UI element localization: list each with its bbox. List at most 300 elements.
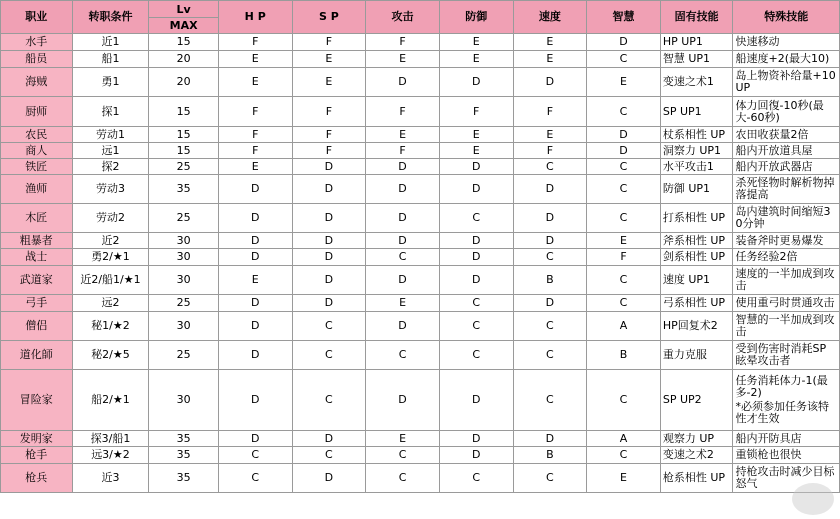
table-row xyxy=(1,51,840,68)
defense-cell-text: D xyxy=(471,273,481,286)
inherent-skill-cell-text: 洞察力 UP1 xyxy=(662,143,722,157)
special-skill-cell-text: 船内开防具店 xyxy=(735,431,802,445)
condition-cell-text: 勇2/★1 xyxy=(91,250,130,263)
lv-max-cell xyxy=(149,68,219,97)
sp-cell-text: E xyxy=(325,52,333,65)
inherent-skill-cell-text: 变速之术2 xyxy=(662,448,714,461)
sp-cell-text: C xyxy=(325,448,333,461)
table-row xyxy=(1,266,840,295)
condition-cell xyxy=(72,464,149,493)
special-skill-cell xyxy=(733,204,840,233)
attack-cell-text: D xyxy=(398,75,407,88)
condition-cell xyxy=(72,233,149,249)
defense-cell xyxy=(439,143,513,159)
wisdom-cell-text: D xyxy=(619,127,628,141)
defense-cell-text: D xyxy=(471,75,481,88)
hp-cell xyxy=(218,370,292,431)
job-cell-text: 枪手 xyxy=(25,448,48,461)
lv-max-cell xyxy=(149,233,219,249)
wisdom-cell xyxy=(587,159,661,175)
wisdom-cell-text: D xyxy=(619,35,628,48)
defense-cell-text: C xyxy=(472,211,481,224)
defense-cell xyxy=(439,431,513,447)
speed-cell xyxy=(513,431,587,447)
job-cell-text: 粗暴者 xyxy=(19,233,53,247)
header-defense: 防御 xyxy=(439,1,513,34)
attack-cell xyxy=(366,341,440,370)
special-skill-cell xyxy=(733,68,840,97)
attack-cell xyxy=(366,370,440,431)
special-skill-cell-text: 重锁枪也很快 xyxy=(735,448,802,461)
wisdom-cell-text: A xyxy=(619,431,628,445)
attack-cell xyxy=(366,266,440,295)
attack-cell xyxy=(366,249,440,266)
inherent-skill-cell-text: HP UP1 xyxy=(662,35,703,48)
special-skill-cell xyxy=(733,312,840,341)
defense-cell xyxy=(439,127,513,143)
attack-cell xyxy=(366,51,440,68)
attack-cell xyxy=(366,204,440,233)
job-cell xyxy=(1,431,73,447)
inherent-skill-cell-text: 打系相性 UP xyxy=(662,211,726,224)
sp-cell-text: D xyxy=(324,250,334,263)
hp-cell-text: D xyxy=(250,393,260,406)
wisdom-cell xyxy=(587,233,661,249)
condition-cell-text: 近3 xyxy=(101,471,120,484)
condition-cell xyxy=(72,143,149,159)
attack-cell-text: F xyxy=(399,104,406,118)
wisdom-cell-text: C xyxy=(619,273,628,286)
sp-cell-text: C xyxy=(325,348,333,361)
lv-max-cell-text: 30 xyxy=(176,233,191,247)
sp-cell-text: C xyxy=(325,393,333,406)
hp-cell-text: D xyxy=(250,250,260,263)
special-skill-cell-text: 岛内建筑时间缩短30分钟 xyxy=(735,205,831,230)
special-skill-cell-text: 杀死怪物时解析物掉落提高 xyxy=(735,176,835,201)
lv-max-cell xyxy=(149,143,219,159)
inherent-skill-cell xyxy=(660,312,733,341)
lv-max-cell xyxy=(149,159,219,175)
hp-cell-text: D xyxy=(250,296,260,309)
special-skill-cell xyxy=(733,97,840,127)
header-max: MAX xyxy=(149,18,219,34)
attack-cell xyxy=(366,464,440,493)
sp-cell xyxy=(292,97,366,127)
sp-cell xyxy=(292,175,366,204)
job-cell-text: 商人 xyxy=(25,143,48,157)
header-special-skill: 特殊技能 xyxy=(733,1,840,34)
attack-cell-text: D xyxy=(398,182,407,195)
hp-cell xyxy=(218,51,292,68)
sp-cell xyxy=(292,204,366,233)
defense-cell xyxy=(439,266,513,295)
sp-cell xyxy=(292,159,366,175)
hp-cell-text: D xyxy=(250,431,260,445)
hp-cell xyxy=(218,97,292,127)
sp-cell xyxy=(292,370,366,431)
special-skill-cell xyxy=(733,233,840,249)
defense-cell xyxy=(439,341,513,370)
job-cell-text: 弓手 xyxy=(25,296,48,309)
hp-cell-text: E xyxy=(251,159,259,173)
lv-max-cell xyxy=(149,447,219,464)
table-row xyxy=(1,97,840,127)
defense-cell-text: D xyxy=(471,448,481,461)
attack-cell-text: D xyxy=(398,319,407,332)
speed-cell xyxy=(513,464,587,493)
job-cell-text: 水手 xyxy=(25,35,48,48)
speed-cell-text: D xyxy=(545,182,555,195)
lv-max-cell-text: 30 xyxy=(176,319,191,332)
lv-max-cell-text: 15 xyxy=(176,143,191,157)
inherent-skill-cell xyxy=(660,447,733,464)
table-row xyxy=(1,295,840,312)
special-skill-cell-text: 智慧的一半加成到攻击 xyxy=(735,313,835,338)
defense-cell xyxy=(439,97,513,127)
hp-cell-text: F xyxy=(252,127,259,141)
wisdom-cell-text: E xyxy=(620,233,627,247)
lv-max-cell xyxy=(149,175,219,204)
attack-cell-text: F xyxy=(399,35,406,48)
lv-max-cell-text: 30 xyxy=(176,273,191,286)
header-condition: 转职条件 xyxy=(72,1,149,34)
wisdom-cell xyxy=(587,34,661,51)
defense-cell-text: C xyxy=(472,471,481,484)
job-cell-text: 发明家 xyxy=(19,431,53,445)
defense-cell-text: D xyxy=(471,159,481,173)
job-cell xyxy=(1,127,73,143)
defense-cell-text: D xyxy=(471,182,481,195)
defense-cell xyxy=(439,51,513,68)
table-row xyxy=(1,175,840,204)
job-cell xyxy=(1,266,73,295)
special-skill-cell-text: 持枪攻击时减少目标怒气 xyxy=(735,465,835,490)
defense-cell xyxy=(439,175,513,204)
hp-cell xyxy=(218,266,292,295)
speed-cell xyxy=(513,204,587,233)
inherent-skill-cell xyxy=(660,175,733,204)
sp-cell xyxy=(292,447,366,464)
hp-cell xyxy=(218,464,292,493)
table-row xyxy=(1,447,840,464)
job-cell-text: 枪兵 xyxy=(25,471,48,484)
lv-max-cell-text: 35 xyxy=(176,471,191,484)
hp-cell xyxy=(218,341,292,370)
condition-cell-text: 船2/★1 xyxy=(91,393,130,406)
special-skill-cell-text: 船速度+2(最大10) xyxy=(735,52,830,65)
inherent-skill-cell-text: 杖系相性 UP xyxy=(662,127,726,141)
defense-cell-text: F xyxy=(473,104,480,118)
attack-cell-text: D xyxy=(398,273,407,286)
speed-cell-text: C xyxy=(546,348,554,361)
condition-cell xyxy=(72,204,149,233)
special-skill-cell xyxy=(733,447,840,464)
wisdom-cell-text: D xyxy=(619,143,628,157)
table-row xyxy=(1,370,840,431)
speed-cell xyxy=(513,233,587,249)
lv-max-cell xyxy=(149,249,219,266)
speed-cell-text: E xyxy=(546,127,554,141)
condition-cell-text: 近1 xyxy=(101,35,120,48)
attack-cell xyxy=(366,431,440,447)
condition-cell-text: 近2/船1/★1 xyxy=(80,273,141,286)
inherent-skill-cell xyxy=(660,68,733,97)
wisdom-cell xyxy=(587,127,661,143)
table-row xyxy=(1,233,840,249)
header-lv: Lv xyxy=(149,1,219,18)
job-cell xyxy=(1,464,73,493)
wisdom-cell xyxy=(587,464,661,493)
inherent-skill-cell xyxy=(660,295,733,312)
speed-cell-text: D xyxy=(545,296,555,309)
attack-cell-text: D xyxy=(398,211,407,224)
special-skill-cell xyxy=(733,431,840,447)
sp-cell xyxy=(292,295,366,312)
hp-cell xyxy=(218,233,292,249)
table-row xyxy=(1,204,840,233)
attack-cell xyxy=(366,233,440,249)
special-skill-cell xyxy=(733,464,840,493)
speed-cell-text: F xyxy=(546,104,554,118)
inherent-skill-cell-text: 防御 UP1 xyxy=(662,182,711,195)
wisdom-cell xyxy=(587,447,661,464)
condition-cell xyxy=(72,249,149,266)
special-skill-cell xyxy=(733,370,840,431)
job-cell xyxy=(1,312,73,341)
speed-cell xyxy=(513,68,587,97)
special-skill-cell-text: 装备斧时更易爆发 xyxy=(735,233,824,247)
speed-cell xyxy=(513,159,587,175)
sp-cell-text: F xyxy=(325,104,333,118)
lv-max-cell-text: 25 xyxy=(176,211,191,224)
table-row xyxy=(1,312,840,341)
special-skill-cell xyxy=(733,249,840,266)
speed-cell xyxy=(513,266,587,295)
special-skill-cell xyxy=(733,51,840,68)
attack-cell xyxy=(366,34,440,51)
inherent-skill-cell xyxy=(660,34,733,51)
defense-cell-text: E xyxy=(472,143,480,157)
condition-cell xyxy=(72,68,149,97)
sp-cell xyxy=(292,266,366,295)
wisdom-cell xyxy=(587,97,661,127)
lv-max-cell xyxy=(149,266,219,295)
defense-cell xyxy=(439,447,513,464)
sp-cell xyxy=(292,68,366,97)
hp-cell-text: D xyxy=(250,211,260,224)
speed-cell xyxy=(513,295,587,312)
hp-cell-text: D xyxy=(250,319,260,332)
hp-cell xyxy=(218,143,292,159)
sp-cell-text: D xyxy=(324,182,334,195)
defense-cell-text: E xyxy=(472,127,480,141)
defense-cell xyxy=(439,34,513,51)
job-cell-text: 铁匠 xyxy=(25,159,48,173)
sp-cell xyxy=(292,34,366,51)
inherent-skill-cell-text: HP回复术2 xyxy=(662,319,718,332)
hp-cell-text: C xyxy=(251,448,260,461)
sp-cell xyxy=(292,249,366,266)
lv-max-cell-text: 20 xyxy=(176,75,191,88)
wisdom-cell-text: C xyxy=(619,159,628,173)
hp-cell xyxy=(218,34,292,51)
lv-max-cell-text: 30 xyxy=(176,250,191,263)
inherent-skill-cell xyxy=(660,233,733,249)
job-cell xyxy=(1,97,73,127)
lv-max-cell xyxy=(149,431,219,447)
sp-cell-text: E xyxy=(325,75,333,88)
table-row xyxy=(1,143,840,159)
wisdom-cell-text: C xyxy=(619,104,628,118)
special-skill-cell-text: 受到伤害时消耗SP眩晕攻击者 xyxy=(735,342,827,367)
speed-cell xyxy=(513,127,587,143)
speed-cell-text: E xyxy=(546,35,554,48)
speed-cell-text: C xyxy=(546,319,554,332)
inherent-skill-cell-text: 变速之术1 xyxy=(662,75,714,88)
speed-cell xyxy=(513,312,587,341)
special-skill-cell-text: 岛上物资补给量+10UP xyxy=(735,69,836,94)
special-skill-cell-text: 使用重弓时贯通攻击 xyxy=(735,296,835,309)
sp-cell xyxy=(292,431,366,447)
speed-cell-text: C xyxy=(546,250,554,263)
speed-cell-text: D xyxy=(545,431,555,445)
hp-cell-text: D xyxy=(250,182,260,195)
attack-cell xyxy=(366,175,440,204)
inherent-skill-cell xyxy=(660,143,733,159)
lv-max-cell xyxy=(149,127,219,143)
wisdom-cell-text: C xyxy=(619,296,628,309)
speed-cell-text: C xyxy=(546,393,554,406)
sp-cell-text: D xyxy=(324,431,334,445)
job-cell xyxy=(1,159,73,175)
hp-cell xyxy=(218,159,292,175)
wisdom-cell-text: F xyxy=(620,250,627,263)
table-row xyxy=(1,464,840,493)
wisdom-cell-text: C xyxy=(619,52,628,65)
hp-cell-text: F xyxy=(252,35,259,48)
inherent-skill-cell-text: 智慧 UP1 xyxy=(662,52,711,65)
condition-cell-text: 劳动2 xyxy=(95,211,125,224)
sp-cell xyxy=(292,341,366,370)
hp-cell xyxy=(218,447,292,464)
hp-cell-text: D xyxy=(250,233,260,247)
lv-max-cell xyxy=(149,312,219,341)
header-inherent-skill: 固有技能 xyxy=(660,1,733,34)
lv-max-cell xyxy=(149,370,219,431)
wisdom-cell xyxy=(587,204,661,233)
attack-cell-text: D xyxy=(398,233,407,247)
inherent-skill-cell-text: 斧系相性 UP xyxy=(662,233,726,247)
sp-cell-text: F xyxy=(325,35,333,48)
attack-cell xyxy=(366,68,440,97)
wisdom-cell-text: C xyxy=(619,182,628,195)
hp-cell xyxy=(218,204,292,233)
speed-cell xyxy=(513,341,587,370)
special-skill-cell-text: 农田收获量2倍 xyxy=(735,127,809,141)
special-skill-note: *必须参加任务该特性才生效 xyxy=(735,400,829,425)
job-cell-text: 厨师 xyxy=(25,104,48,118)
condition-cell-text: 远1 xyxy=(101,143,120,157)
hp-cell xyxy=(218,249,292,266)
wisdom-cell xyxy=(587,341,661,370)
condition-cell-text: 探2 xyxy=(101,159,120,173)
sp-cell-text: D xyxy=(324,159,334,173)
wisdom-cell xyxy=(587,143,661,159)
defense-cell xyxy=(439,204,513,233)
lv-max-cell-text: 35 xyxy=(176,448,191,461)
header-sp: S P xyxy=(292,1,366,34)
defense-cell-text: C xyxy=(472,296,481,309)
attack-cell-text: E xyxy=(399,52,407,65)
job-cell-text: 僧侣 xyxy=(25,319,48,332)
hp-cell xyxy=(218,295,292,312)
hp-cell-text: C xyxy=(251,471,260,484)
inherent-skill-cell-text: SP UP1 xyxy=(662,104,702,118)
special-skill-cell xyxy=(733,175,840,204)
job-cell-text: 战士 xyxy=(25,250,48,263)
condition-cell-text: 秘2/★5 xyxy=(91,348,130,361)
condition-cell xyxy=(72,127,149,143)
attack-cell xyxy=(366,295,440,312)
defense-cell xyxy=(439,249,513,266)
condition-cell xyxy=(72,159,149,175)
attack-cell-text: D xyxy=(398,159,407,173)
job-cell xyxy=(1,34,73,51)
attack-cell xyxy=(366,97,440,127)
defense-cell-text: D xyxy=(471,431,481,445)
inherent-skill-cell xyxy=(660,127,733,143)
speed-cell xyxy=(513,249,587,266)
attack-cell-text: D xyxy=(398,393,407,406)
wisdom-cell xyxy=(587,51,661,68)
speed-cell-text: E xyxy=(546,52,554,65)
hp-cell xyxy=(218,431,292,447)
job-cell xyxy=(1,447,73,464)
table-row xyxy=(1,431,840,447)
hp-cell xyxy=(218,127,292,143)
job-cell xyxy=(1,249,73,266)
condition-cell-text: 勇1 xyxy=(101,75,120,88)
attack-cell xyxy=(366,143,440,159)
attack-cell-text: F xyxy=(399,143,406,157)
special-skill-cell xyxy=(733,34,840,51)
speed-cell-text: F xyxy=(546,143,554,157)
hp-cell-text: F xyxy=(252,143,259,157)
defense-cell xyxy=(439,464,513,493)
condition-cell xyxy=(72,97,149,127)
wisdom-cell xyxy=(587,370,661,431)
lv-max-cell-text: 15 xyxy=(176,35,191,48)
inherent-skill-cell-text: 观察力 UP xyxy=(662,431,715,445)
attack-cell-text: C xyxy=(398,471,407,484)
condition-cell-text: 探3/船1 xyxy=(90,431,131,445)
table-row xyxy=(1,341,840,370)
sp-cell xyxy=(292,143,366,159)
sp-cell-text: D xyxy=(324,296,334,309)
inherent-skill-cell-text: SP UP2 xyxy=(662,393,702,406)
speed-cell xyxy=(513,51,587,68)
inherent-skill-cell-text: 剑系相性 UP xyxy=(662,250,726,263)
job-cell xyxy=(1,175,73,204)
job-cell-text: 农民 xyxy=(25,127,48,141)
lv-max-cell xyxy=(149,204,219,233)
special-skill-cell xyxy=(733,159,840,175)
condition-cell xyxy=(72,266,149,295)
table-row xyxy=(1,68,840,97)
condition-cell xyxy=(72,312,149,341)
sp-cell-text: C xyxy=(325,319,333,332)
condition-cell-text: 探1 xyxy=(101,104,120,118)
